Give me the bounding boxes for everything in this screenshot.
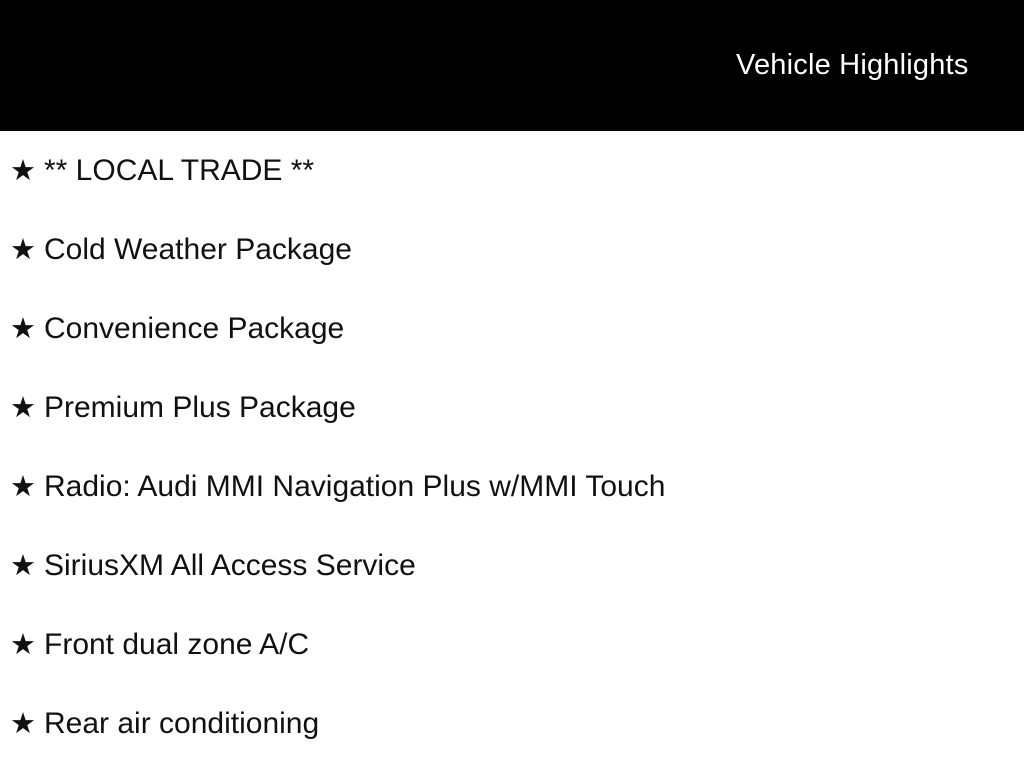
highlight-item-label: SiriusXM All Access Service — [44, 548, 416, 582]
page-title: Vehicle Highlights — [736, 49, 969, 81]
highlight-item — [0, 526, 1024, 605]
highlight-item — [0, 289, 1024, 368]
star-icon: ★ — [10, 706, 36, 740]
header-bar — [0, 0, 1024, 131]
star-icon: ★ — [10, 311, 36, 345]
highlight-item-label: Radio: Audi MMI Navigation Plus w/MMI Touch — [44, 469, 666, 503]
star-icon: ★ — [10, 232, 36, 266]
highlight-item-label: Premium Plus Package — [44, 390, 356, 424]
highlight-item-label: Rear air conditioning — [44, 706, 320, 740]
highlight-item — [0, 131, 1024, 210]
star-icon: ★ — [10, 469, 36, 503]
star-icon: ★ — [10, 390, 36, 424]
highlight-item-label: Cold Weather Package — [44, 232, 352, 266]
highlight-item — [0, 368, 1024, 447]
star-icon: ★ — [10, 627, 36, 661]
highlight-item-label: Front dual zone A/C — [44, 627, 310, 661]
highlight-item — [0, 210, 1024, 289]
star-icon: ★ — [10, 548, 36, 582]
highlight-item — [0, 605, 1024, 684]
highlight-item — [0, 684, 1024, 763]
highlight-item-label: Convenience Package — [44, 311, 345, 345]
highlight-item-label: ** LOCAL TRADE ** — [44, 153, 315, 187]
highlight-item — [0, 447, 1024, 526]
highlights-list — [0, 131, 1024, 763]
star-icon: ★ — [10, 153, 36, 187]
